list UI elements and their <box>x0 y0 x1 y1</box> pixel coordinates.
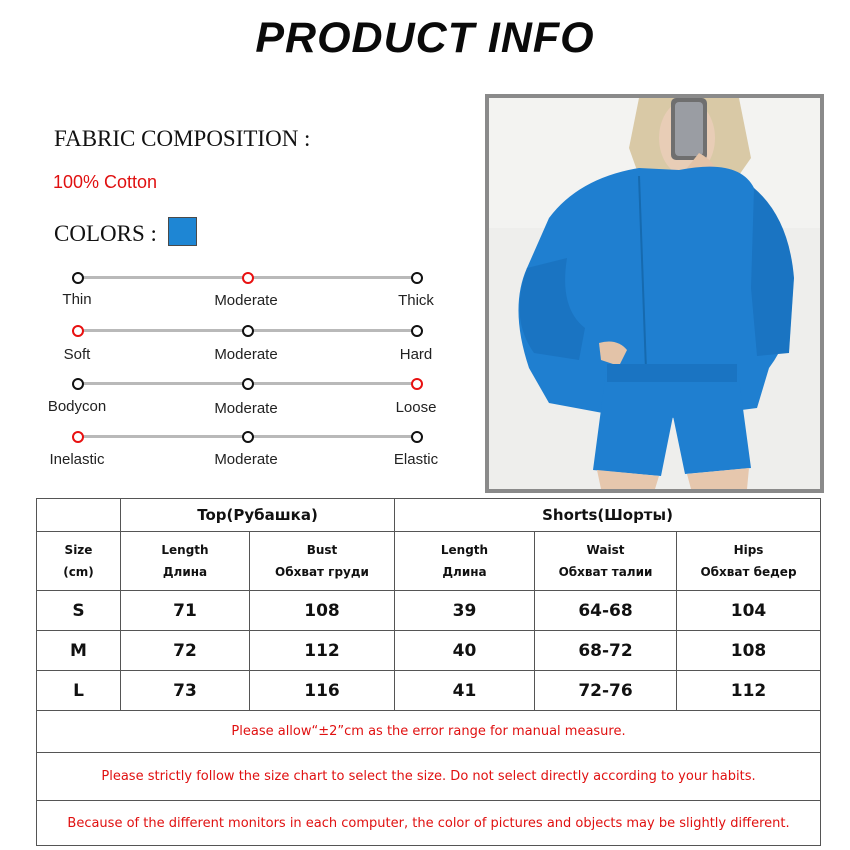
softness-dot-hard <box>411 325 423 337</box>
softness-label-moderate: Moderate <box>214 346 278 363</box>
fit-label-bodycon: Bodycon <box>47 398 107 415</box>
table-row <box>37 591 821 631</box>
fit-dot-bodycon <box>72 378 84 390</box>
bust-column-header: Bust Обхват груди <box>250 532 395 591</box>
size-chart-follow-note: Please strictly follow the size chart to select the size. Do not select directly according to your habits. <box>37 753 821 801</box>
table-cell: 64-68 <box>535 591 677 631</box>
table-cell: 41 <box>395 671 535 711</box>
softness-label-hard: Hard <box>399 346 433 363</box>
shorts-length-column-header: Length Длина <box>395 532 535 591</box>
table-cell: 71 <box>121 591 250 631</box>
thickness-label-thick: Thick <box>398 292 434 309</box>
measurement-error-note: Please allow“±2”cm as the error range for manual measure. <box>37 711 821 753</box>
colors-label: COLORS : <box>54 221 157 246</box>
softness-dot-moderate <box>242 325 254 337</box>
table-cell: 116 <box>250 671 395 711</box>
table-row <box>37 671 821 711</box>
thickness-label-thin: Thin <box>62 291 92 308</box>
thickness-dot-moderate-selected <box>242 272 254 284</box>
table-cell: 72-76 <box>535 671 677 711</box>
model-wearing-blue-shirt-and-shorts-image <box>489 98 820 489</box>
note-row <box>37 753 821 801</box>
size-column-header: Size (cm) <box>37 532 121 591</box>
thickness-dot-thick <box>411 272 423 284</box>
color-swatch-blue[interactable] <box>168 217 197 246</box>
page-title: PRODUCT INFO <box>255 14 595 62</box>
note-row <box>37 801 821 846</box>
elasticity-label-inelastic: Inelastic <box>49 451 105 468</box>
table-cell: 40 <box>395 631 535 671</box>
softness-dot-soft-selected <box>72 325 84 337</box>
thickness-dot-thin <box>72 272 84 284</box>
table-cell: 68-72 <box>535 631 677 671</box>
waist-column-header: Waist Обхват талии <box>535 532 677 591</box>
elasticity-dot-moderate <box>242 431 254 443</box>
fit-label-loose: Loose <box>395 399 437 416</box>
table-cell: 104 <box>677 591 821 631</box>
size-cell: M <box>37 631 121 671</box>
shorts-group-header: Shorts(Шорты) <box>395 499 821 532</box>
top-group-header: Top(Рубашка) <box>121 499 395 532</box>
table-cell: 112 <box>250 631 395 671</box>
monitor-color-note: Because of the different monitors in each computer, the color of pictures and objects may be slightly different. <box>37 801 821 846</box>
note-row <box>37 711 821 753</box>
table-cell: 39 <box>395 591 535 631</box>
table-cell: 73 <box>121 671 250 711</box>
fabric-composition-label: FABRIC COMPOSITION : <box>54 126 311 151</box>
product-photo <box>485 94 824 493</box>
size-chart-group-header-row <box>37 499 821 532</box>
top-length-column-header: Length Длина <box>121 532 250 591</box>
fit-label-moderate: Moderate <box>214 400 278 417</box>
table-cell: 72 <box>121 631 250 671</box>
elasticity-label-moderate: Moderate <box>214 451 278 468</box>
table-cell: 108 <box>250 591 395 631</box>
elasticity-label-elastic: Elastic <box>393 451 439 468</box>
size-chart-table <box>36 498 821 846</box>
table-cell: 112 <box>677 671 821 711</box>
empty-corner-cell <box>37 499 121 532</box>
elasticity-dot-elastic <box>411 431 423 443</box>
fit-dot-moderate <box>242 378 254 390</box>
hips-column-header: Hips Обхват бедер <box>677 532 821 591</box>
size-cell: S <box>37 591 121 631</box>
fabric-composition-value: 100% Cotton <box>53 172 158 192</box>
table-cell: 108 <box>677 631 821 671</box>
table-row <box>37 631 821 671</box>
size-cell: L <box>37 671 121 711</box>
softness-label-soft: Soft <box>63 346 91 363</box>
fit-dot-loose-selected <box>411 378 423 390</box>
elasticity-dot-inelastic-selected <box>72 431 84 443</box>
size-chart-column-header-row <box>37 532 821 591</box>
thickness-label-moderate: Moderate <box>214 292 278 309</box>
